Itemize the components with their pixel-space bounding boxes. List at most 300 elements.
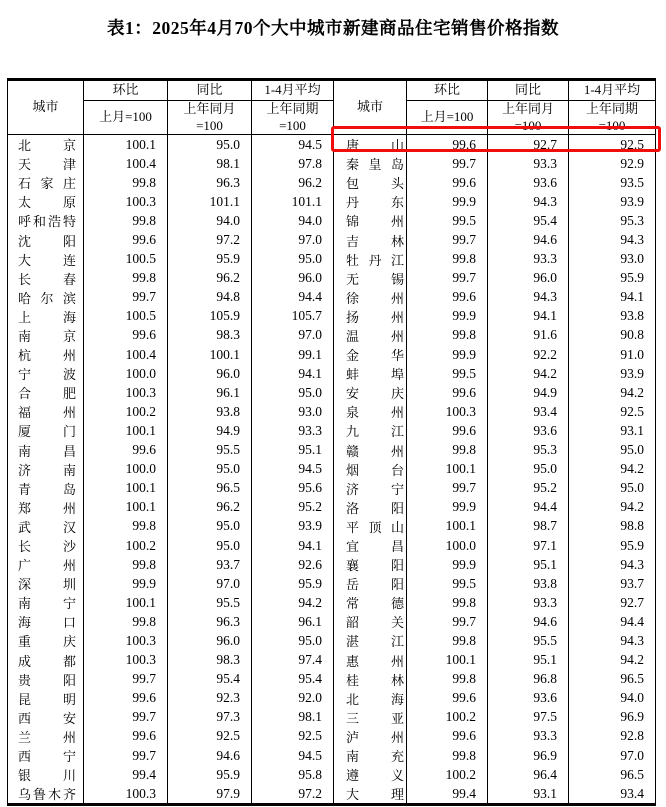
avg-value-cell: 92.5 bbox=[252, 727, 334, 746]
yoy-value-cell: 97.5 bbox=[488, 708, 569, 727]
yoy-value-cell: 93.8 bbox=[168, 402, 252, 421]
city-cell bbox=[8, 651, 84, 670]
city-cell bbox=[8, 307, 84, 326]
city-name: 南宁 bbox=[18, 596, 76, 612]
yoy-value-cell: 96.3 bbox=[168, 612, 252, 631]
city-cell bbox=[8, 708, 84, 727]
table-row bbox=[8, 727, 656, 746]
city-name: 徐州 bbox=[346, 290, 404, 306]
page-title: 表1：2025年4月70个大中城市新建商品住宅销售价格指数 bbox=[107, 18, 559, 38]
city-name: 西安 bbox=[18, 710, 76, 726]
yoy-value-cell: 94.2 bbox=[488, 364, 569, 383]
avg-value-cell: 95.0 bbox=[252, 383, 334, 402]
yoy-value-cell: 95.4 bbox=[488, 211, 569, 230]
yoy-value-cell: 93.1 bbox=[488, 784, 569, 805]
city-cell bbox=[334, 192, 407, 211]
yoy-value-cell: 101.1 bbox=[168, 192, 252, 211]
city-cell bbox=[334, 612, 407, 631]
avg-value-cell: 94.2 bbox=[569, 383, 656, 402]
yoy-value-cell: 94.1 bbox=[488, 307, 569, 326]
yoy-value-cell: 95.5 bbox=[488, 631, 569, 650]
table-row bbox=[8, 631, 656, 650]
table-row bbox=[8, 784, 656, 805]
mom-value-cell: 100.1 bbox=[84, 498, 168, 517]
table-row bbox=[8, 250, 656, 269]
city-name: 乌鲁木齐 bbox=[18, 787, 76, 803]
avg-value-cell: 92.7 bbox=[569, 593, 656, 612]
city-cell bbox=[8, 784, 84, 805]
table-row bbox=[8, 479, 656, 498]
header-mom-base-left: 上月=100 bbox=[84, 101, 168, 135]
city-cell bbox=[8, 631, 84, 650]
city-name: 银川 bbox=[18, 768, 76, 784]
mom-value-cell: 99.8 bbox=[407, 631, 488, 650]
mom-value-cell: 99.8 bbox=[84, 612, 168, 631]
table-row bbox=[8, 555, 656, 574]
city-name: 安庆 bbox=[346, 386, 404, 402]
avg-value-cell: 97.2 bbox=[252, 784, 334, 805]
city-name: 洛阳 bbox=[346, 500, 404, 516]
table-row bbox=[8, 135, 656, 155]
city-name: 三亚 bbox=[346, 710, 404, 726]
city-cell bbox=[8, 746, 84, 765]
header-yoy-left: 同比 bbox=[168, 80, 252, 101]
mom-value-cell: 100.1 bbox=[84, 479, 168, 498]
avg-value-cell: 93.8 bbox=[569, 307, 656, 326]
city-name: 南京 bbox=[18, 328, 76, 344]
mom-value-cell: 100.1 bbox=[407, 517, 488, 536]
mom-value-cell: 100.0 bbox=[84, 364, 168, 383]
mom-value-cell: 99.4 bbox=[84, 765, 168, 784]
city-name: 上海 bbox=[18, 309, 76, 325]
table-row bbox=[8, 307, 656, 326]
avg-value-cell: 96.0 bbox=[252, 269, 334, 288]
yoy-value-cell: 94.6 bbox=[488, 612, 569, 631]
city-cell bbox=[8, 574, 84, 593]
yoy-value-cell: 93.7 bbox=[168, 555, 252, 574]
city-name: 北海 bbox=[346, 691, 404, 707]
avg-value-cell: 94.2 bbox=[569, 651, 656, 670]
yoy-value-cell: 97.1 bbox=[488, 536, 569, 555]
city-cell bbox=[334, 593, 407, 612]
yoy-value-cell: 94.6 bbox=[168, 746, 252, 765]
header-avg-left: 1-4月平均 bbox=[252, 80, 334, 101]
mom-value-cell: 99.8 bbox=[407, 250, 488, 269]
table-row bbox=[8, 345, 656, 364]
city-name: 兰州 bbox=[18, 729, 76, 745]
mom-value-cell: 99.8 bbox=[407, 746, 488, 765]
city-cell bbox=[8, 402, 84, 421]
yoy-value-cell: 93.3 bbox=[488, 250, 569, 269]
avg-value-cell: 93.7 bbox=[569, 574, 656, 593]
yoy-value-cell: 95.1 bbox=[488, 651, 569, 670]
city-name: 重庆 bbox=[18, 634, 76, 650]
yoy-value-cell: 95.0 bbox=[168, 517, 252, 536]
avg-value-cell: 94.2 bbox=[569, 498, 656, 517]
avg-value-cell: 95.0 bbox=[569, 479, 656, 498]
yoy-value-cell: 94.6 bbox=[488, 230, 569, 249]
city-name: 温州 bbox=[346, 328, 404, 344]
yoy-value-cell: 96.0 bbox=[488, 269, 569, 288]
city-name: 济南 bbox=[18, 462, 76, 478]
avg-value-cell: 93.9 bbox=[569, 192, 656, 211]
city-cell bbox=[334, 154, 407, 173]
avg-value-cell: 94.4 bbox=[252, 288, 334, 307]
yoy-value-cell: 93.6 bbox=[488, 689, 569, 708]
avg-value-cell: 96.5 bbox=[569, 765, 656, 784]
table-row bbox=[8, 593, 656, 612]
city-cell bbox=[334, 460, 407, 479]
city-cell bbox=[334, 574, 407, 593]
table-header bbox=[8, 80, 656, 135]
city-name: 金华 bbox=[346, 348, 404, 364]
avg-value-cell: 93.3 bbox=[252, 421, 334, 440]
yoy-value-cell: 93.6 bbox=[488, 173, 569, 192]
yoy-value-cell: 93.3 bbox=[488, 154, 569, 173]
city-name: 无锡 bbox=[346, 271, 404, 287]
city-cell bbox=[8, 326, 84, 345]
table-row bbox=[8, 441, 656, 460]
mom-value-cell: 99.4 bbox=[407, 784, 488, 805]
avg-value-cell: 92.8 bbox=[569, 727, 656, 746]
city-name: 湛江 bbox=[346, 634, 404, 650]
avg-value-cell: 94.3 bbox=[569, 230, 656, 249]
mom-value-cell: 99.8 bbox=[84, 211, 168, 230]
city-cell bbox=[8, 269, 84, 288]
city-name: 郑州 bbox=[18, 500, 76, 516]
avg-value-cell: 97.0 bbox=[252, 326, 334, 345]
avg-value-cell: 92.9 bbox=[569, 154, 656, 173]
city-name: 遵义 bbox=[346, 768, 404, 784]
city-name: 太原 bbox=[18, 195, 76, 211]
table-row bbox=[8, 269, 656, 288]
mom-value-cell: 100.1 bbox=[407, 460, 488, 479]
city-name: 天津 bbox=[18, 157, 76, 173]
table-row bbox=[8, 460, 656, 479]
avg-value-cell: 95.0 bbox=[252, 631, 334, 650]
yoy-value-cell: 96.0 bbox=[168, 631, 252, 650]
mom-value-cell: 99.6 bbox=[407, 689, 488, 708]
city-cell bbox=[334, 441, 407, 460]
city-name: 长沙 bbox=[18, 539, 76, 555]
city-cell bbox=[334, 631, 407, 650]
city-name: 泸州 bbox=[346, 729, 404, 745]
avg-value-cell: 95.9 bbox=[569, 269, 656, 288]
avg-value-cell: 91.0 bbox=[569, 345, 656, 364]
yoy-value-cell: 97.0 bbox=[168, 574, 252, 593]
avg-value-cell: 94.5 bbox=[252, 135, 334, 155]
city-name: 昆明 bbox=[18, 691, 76, 707]
mom-value-cell: 100.3 bbox=[407, 402, 488, 421]
yoy-value-cell: 95.3 bbox=[488, 441, 569, 460]
avg-value-cell: 94.2 bbox=[569, 460, 656, 479]
avg-value-cell: 95.9 bbox=[252, 574, 334, 593]
mom-value-cell: 99.6 bbox=[407, 135, 488, 155]
city-cell bbox=[8, 441, 84, 460]
city-cell bbox=[8, 154, 84, 173]
city-name: 成都 bbox=[18, 653, 76, 669]
mom-value-cell: 100.1 bbox=[407, 651, 488, 670]
table-body bbox=[8, 135, 656, 805]
avg-value-cell: 94.5 bbox=[252, 460, 334, 479]
mom-value-cell: 99.7 bbox=[84, 288, 168, 307]
yoy-value-cell: 93.6 bbox=[488, 421, 569, 440]
yoy-value-cell: 92.3 bbox=[168, 689, 252, 708]
city-cell bbox=[8, 421, 84, 440]
mom-value-cell: 99.8 bbox=[84, 173, 168, 192]
city-name: 呼和浩特 bbox=[18, 214, 76, 230]
table-row bbox=[8, 708, 656, 727]
city-cell bbox=[334, 364, 407, 383]
avg-value-cell: 96.9 bbox=[569, 708, 656, 727]
header-yoy-base-right: 上年同月 =100 bbox=[488, 101, 569, 135]
city-cell bbox=[334, 383, 407, 402]
avg-value-cell: 93.5 bbox=[569, 173, 656, 192]
yoy-value-cell: 92.5 bbox=[168, 727, 252, 746]
mom-value-cell: 99.7 bbox=[407, 230, 488, 249]
mom-value-cell: 99.9 bbox=[84, 574, 168, 593]
avg-value-cell: 94.0 bbox=[569, 689, 656, 708]
mom-value-cell: 99.9 bbox=[407, 307, 488, 326]
avg-value-cell: 92.0 bbox=[252, 689, 334, 708]
mom-value-cell: 100.2 bbox=[84, 536, 168, 555]
yoy-value-cell: 95.0 bbox=[488, 460, 569, 479]
yoy-value-cell: 96.8 bbox=[488, 670, 569, 689]
mom-value-cell: 100.1 bbox=[84, 421, 168, 440]
avg-value-cell: 98.8 bbox=[569, 517, 656, 536]
mom-value-cell: 99.6 bbox=[407, 421, 488, 440]
city-cell bbox=[334, 765, 407, 784]
avg-value-cell: 98.1 bbox=[252, 708, 334, 727]
city-cell bbox=[334, 479, 407, 498]
city-cell bbox=[334, 746, 407, 765]
yoy-value-cell: 96.9 bbox=[488, 746, 569, 765]
avg-value-cell: 94.3 bbox=[569, 555, 656, 574]
table-row bbox=[8, 651, 656, 670]
mom-value-cell: 99.6 bbox=[84, 230, 168, 249]
city-name: 海口 bbox=[18, 615, 76, 631]
avg-value-cell: 93.0 bbox=[252, 402, 334, 421]
table-row bbox=[8, 421, 656, 440]
city-name: 桂林 bbox=[346, 672, 404, 688]
avg-value-cell: 93.0 bbox=[569, 250, 656, 269]
city-cell bbox=[8, 536, 84, 555]
mom-value-cell: 100.2 bbox=[407, 708, 488, 727]
header-avg-base-left: 上年同期 =100 bbox=[252, 101, 334, 135]
city-name: 赣州 bbox=[346, 443, 404, 459]
city-name: 九江 bbox=[346, 424, 404, 440]
table-row bbox=[8, 288, 656, 307]
table-row bbox=[8, 498, 656, 517]
yoy-value-cell: 95.0 bbox=[168, 536, 252, 555]
table-row bbox=[8, 765, 656, 784]
yoy-value-cell: 95.4 bbox=[168, 670, 252, 689]
mom-value-cell: 100.3 bbox=[84, 631, 168, 650]
yoy-value-cell: 97.3 bbox=[168, 708, 252, 727]
city-name: 襄阳 bbox=[346, 558, 404, 574]
avg-value-cell: 99.1 bbox=[252, 345, 334, 364]
table-row bbox=[8, 612, 656, 631]
mom-value-cell: 100.1 bbox=[84, 593, 168, 612]
yoy-value-cell: 94.9 bbox=[488, 383, 569, 402]
mom-value-cell: 99.7 bbox=[84, 746, 168, 765]
avg-value-cell: 95.2 bbox=[252, 498, 334, 517]
yoy-value-cell: 95.0 bbox=[168, 135, 252, 155]
header-mom-base-right: 上月=100 bbox=[407, 101, 488, 135]
yoy-value-cell: 94.4 bbox=[488, 498, 569, 517]
header-avg-base-right: 上年同期 =100 bbox=[569, 101, 656, 135]
city-name: 沈阳 bbox=[18, 233, 76, 249]
mom-value-cell: 100.3 bbox=[84, 784, 168, 805]
yoy-value-cell: 105.9 bbox=[168, 307, 252, 326]
city-cell bbox=[334, 651, 407, 670]
city-name: 牡丹江 bbox=[346, 252, 404, 268]
table-row bbox=[8, 574, 656, 593]
city-name: 韶关 bbox=[346, 615, 404, 631]
yoy-value-cell: 95.5 bbox=[168, 593, 252, 612]
price-index-table bbox=[7, 78, 656, 806]
mom-value-cell: 99.8 bbox=[407, 670, 488, 689]
mom-value-cell: 99.5 bbox=[407, 211, 488, 230]
city-cell bbox=[8, 498, 84, 517]
yoy-value-cell: 94.0 bbox=[168, 211, 252, 230]
yoy-value-cell: 94.3 bbox=[488, 288, 569, 307]
avg-value-cell: 96.5 bbox=[569, 670, 656, 689]
mom-value-cell: 99.8 bbox=[407, 593, 488, 612]
city-name: 贵阳 bbox=[18, 672, 76, 688]
yoy-value-cell: 93.3 bbox=[488, 727, 569, 746]
city-name: 北京 bbox=[18, 138, 76, 154]
yoy-value-cell: 96.3 bbox=[168, 173, 252, 192]
mom-value-cell: 99.7 bbox=[407, 612, 488, 631]
city-name: 吉林 bbox=[346, 233, 404, 249]
city-name: 扬州 bbox=[346, 309, 404, 325]
table-row bbox=[8, 154, 656, 173]
city-name: 常德 bbox=[346, 596, 404, 612]
yoy-value-cell: 95.5 bbox=[168, 441, 252, 460]
city-cell bbox=[334, 345, 407, 364]
yoy-value-cell: 93.3 bbox=[488, 593, 569, 612]
mom-value-cell: 100.5 bbox=[84, 250, 168, 269]
city-cell bbox=[8, 765, 84, 784]
mom-value-cell: 99.8 bbox=[407, 441, 488, 460]
mom-value-cell: 99.5 bbox=[407, 364, 488, 383]
table-row bbox=[8, 211, 656, 230]
avg-value-cell: 96.1 bbox=[252, 612, 334, 631]
yoy-value-cell: 96.2 bbox=[168, 498, 252, 517]
table-row bbox=[8, 192, 656, 211]
city-name: 武汉 bbox=[18, 519, 76, 535]
city-cell bbox=[8, 612, 84, 631]
city-name: 青岛 bbox=[18, 481, 76, 497]
mom-value-cell: 99.7 bbox=[407, 154, 488, 173]
city-cell bbox=[8, 479, 84, 498]
city-cell bbox=[334, 784, 407, 805]
yoy-value-cell: 96.1 bbox=[168, 383, 252, 402]
yoy-value-cell: 95.0 bbox=[168, 460, 252, 479]
city-name: 大连 bbox=[18, 252, 76, 268]
city-name: 烟台 bbox=[346, 462, 404, 478]
yoy-value-cell: 95.1 bbox=[488, 555, 569, 574]
mom-value-cell: 99.6 bbox=[84, 689, 168, 708]
city-name: 济宁 bbox=[346, 481, 404, 497]
mom-value-cell: 100.1 bbox=[84, 135, 168, 155]
yoy-value-cell: 97.9 bbox=[168, 784, 252, 805]
city-cell bbox=[8, 250, 84, 269]
mom-value-cell: 100.2 bbox=[84, 402, 168, 421]
city-cell bbox=[8, 460, 84, 479]
mom-value-cell: 99.6 bbox=[407, 383, 488, 402]
avg-value-cell: 94.1 bbox=[252, 364, 334, 383]
mom-value-cell: 100.0 bbox=[84, 460, 168, 479]
mom-value-cell: 99.6 bbox=[84, 441, 168, 460]
header-yoy-base-left: 上年同月 =100 bbox=[168, 101, 252, 135]
city-name: 蚌埠 bbox=[346, 367, 404, 383]
yoy-value-cell: 95.9 bbox=[168, 250, 252, 269]
mom-value-cell: 99.9 bbox=[407, 555, 488, 574]
city-cell bbox=[334, 326, 407, 345]
mom-value-cell: 100.3 bbox=[84, 383, 168, 402]
avg-value-cell: 94.5 bbox=[252, 746, 334, 765]
avg-value-cell: 92.6 bbox=[252, 555, 334, 574]
city-cell bbox=[334, 555, 407, 574]
avg-value-cell: 95.0 bbox=[569, 441, 656, 460]
avg-value-cell: 96.2 bbox=[252, 173, 334, 192]
city-name: 包头 bbox=[346, 176, 404, 192]
yoy-value-cell: 96.0 bbox=[168, 364, 252, 383]
city-name: 惠州 bbox=[346, 653, 404, 669]
mom-value-cell: 100.5 bbox=[84, 307, 168, 326]
avg-value-cell: 95.1 bbox=[252, 441, 334, 460]
city-cell bbox=[334, 288, 407, 307]
avg-value-cell: 94.1 bbox=[252, 536, 334, 555]
mom-value-cell: 99.7 bbox=[407, 269, 488, 288]
city-name: 石家庄 bbox=[18, 176, 76, 192]
table-row bbox=[8, 326, 656, 345]
city-name: 长春 bbox=[18, 271, 76, 287]
table-row bbox=[8, 689, 656, 708]
table-row bbox=[8, 173, 656, 192]
avg-value-cell: 95.3 bbox=[569, 211, 656, 230]
yoy-value-cell: 97.2 bbox=[168, 230, 252, 249]
mom-value-cell: 99.7 bbox=[84, 670, 168, 689]
city-cell bbox=[8, 689, 84, 708]
yoy-value-cell: 98.7 bbox=[488, 517, 569, 536]
mom-value-cell: 99.6 bbox=[84, 326, 168, 345]
city-name: 南充 bbox=[346, 749, 404, 765]
avg-value-cell: 97.4 bbox=[252, 651, 334, 670]
avg-value-cell: 97.0 bbox=[252, 230, 334, 249]
city-cell bbox=[334, 135, 407, 155]
city-cell bbox=[334, 402, 407, 421]
table-row bbox=[8, 383, 656, 402]
avg-value-cell: 94.0 bbox=[252, 211, 334, 230]
mom-value-cell: 100.3 bbox=[84, 192, 168, 211]
yoy-value-cell: 94.9 bbox=[168, 421, 252, 440]
city-cell bbox=[8, 555, 84, 574]
avg-value-cell: 93.9 bbox=[569, 364, 656, 383]
city-cell bbox=[8, 593, 84, 612]
city-cell bbox=[334, 689, 407, 708]
city-name: 秦皇岛 bbox=[346, 157, 404, 173]
yoy-value-cell: 91.6 bbox=[488, 326, 569, 345]
city-cell bbox=[8, 135, 84, 155]
yoy-value-cell: 92.2 bbox=[488, 345, 569, 364]
header-yoy-right: 同比 bbox=[488, 80, 569, 101]
avg-value-cell: 95.4 bbox=[252, 670, 334, 689]
city-name: 福州 bbox=[18, 405, 76, 421]
mom-value-cell: 100.3 bbox=[84, 651, 168, 670]
